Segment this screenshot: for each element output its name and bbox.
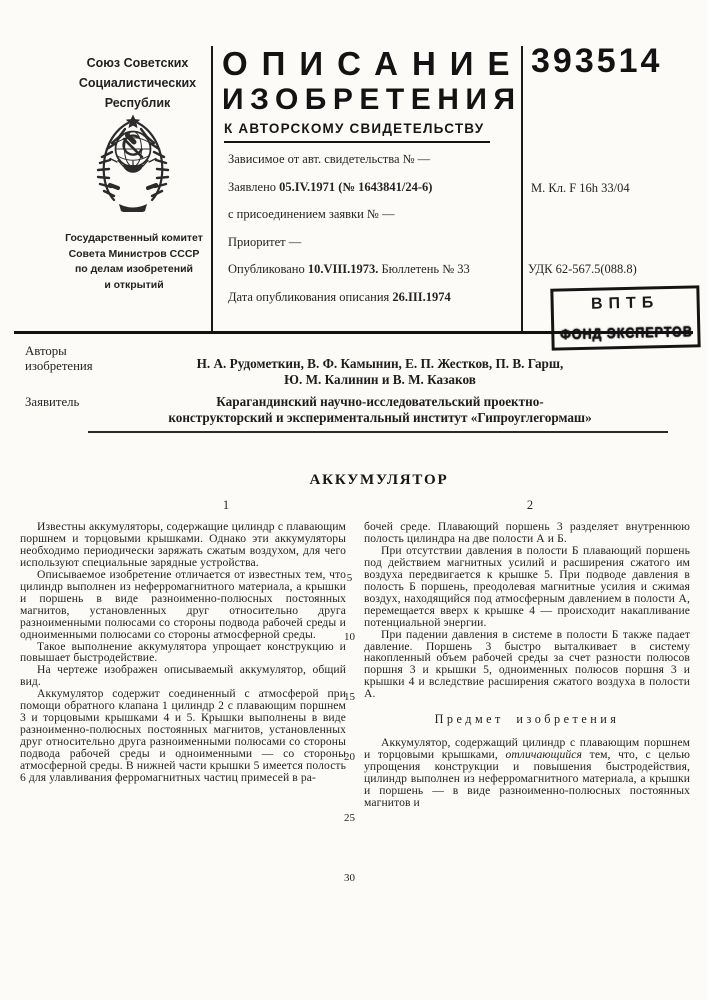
invention-title: АККУМУЛЯТОР xyxy=(309,472,449,488)
claims-text: тем, что, с целью упрощения конструкции и повышения быстродействия, цилиндр выполнен из неферромагнитного материала, а крышки и поршень — в виде разноименно-полюсных постоянных магнитов и xyxy=(364,748,690,810)
claims-paragraph xyxy=(364,737,690,809)
applicant-label: Заявитель xyxy=(25,395,80,409)
union-line: Союз Советских xyxy=(86,56,189,70)
international-class: М. Кл. F 16h 33/04 xyxy=(531,181,630,195)
filing-line xyxy=(228,152,520,167)
authors-names: Н. А. Рудометкин, В. Ф. Камынин, Е. П. Жестков, П. В. Гарш, xyxy=(196,356,564,371)
filing-text: Дата опубликования описания xyxy=(228,289,393,304)
paragraph: При отсутствии давления в полости Б плавающий поршень под действием магнитных усилий и расширения сжатого им воздуха передвигается к крышке 5. При подводе давления в полость Б поршень, преодолевая магнитные усилия и сжимая воздух, находящийся под атмосферным давлением в полости А, перемещается вверх к крышке 4 — происходит накапливание потенциальной энергии. xyxy=(364,543,690,629)
union-line: Республик xyxy=(104,96,171,110)
paragraph: бочей среде. Плавающий поршень 3 разделяет внутреннюю полость цилиндра на две полости А и Б. xyxy=(364,520,690,545)
document-subtitle: К АВТОРСКОМУ СВИДЕТЕЛЬСТВУ xyxy=(224,121,490,143)
body-column-right xyxy=(364,521,690,809)
stamp-text: ВПТБ xyxy=(590,294,660,313)
line-number: 30 xyxy=(344,872,355,884)
column-marker: 2 xyxy=(526,498,534,512)
filing-line xyxy=(228,262,520,277)
paragraph: Аккумулятор содержит соединенный с атмосферой при помощи обратного клапана 1 цилиндр 2 с плавающим поршнем 3 и торцовыми крышками 4 и 5. Крышки выполнены в виде разноименно-полюсных постоянных магнитов, установленных друг относительно друга разноименными полюсами со стороны подвода рабочей среды и одноименными — со стороны атмосферной среды. В нижней части крышки 5 имеется полость 6 для улавливания ферромагнитных частиц примесей в ра- xyxy=(20,687,346,785)
filing-line xyxy=(228,235,520,250)
applicant-name: Карагандинский научно-исследовательский проектно- xyxy=(216,394,544,409)
paragraph: Описываемое изобретение отличается от известных тем, что цилиндр выполнен из неферромагнитного материала, а крышки и поршень в виде разноименно-полюсных постоянных магнитов, установленных друг относительно друга разноименными полюсами со стороны подвода рабочей среды и одноименными полюсами со стороны атмосферной среды. xyxy=(20,567,346,641)
committee-line: Совета Министров СССР xyxy=(68,247,200,260)
document-type-title: ОПИСАНИЕ xyxy=(222,45,524,82)
line-number: 15 xyxy=(344,691,355,703)
filing-text: с присоединением заявки № — xyxy=(228,207,395,221)
union-name-block xyxy=(55,53,220,113)
filing-line xyxy=(228,290,520,305)
filing-value: 10.VIII.1973. xyxy=(307,262,379,276)
claims-text: Аккумулятор, содержащий цилиндр с плавающим поршнем и торцовыми крышками, xyxy=(364,736,690,762)
line-number: 10 xyxy=(344,631,355,643)
filing-text: Бюллетень № 33 xyxy=(378,262,470,276)
applicant-name: конструкторский и экспериментальный институт «Гипроуглегормаш» xyxy=(168,410,592,425)
horizontal-rule xyxy=(88,431,668,433)
filing-line xyxy=(228,207,520,222)
committee-line: по делам изобретений xyxy=(74,263,194,275)
filing-value: 05.IV.1971 (№ 1643841/24-6) xyxy=(279,179,433,194)
authors-label: Авторы xyxy=(25,344,67,358)
patent-number: 393514 xyxy=(531,42,663,80)
horizontal-rule xyxy=(14,331,693,334)
paragraph: На чертеже изображен описываемый аккумулятор, общий вид. xyxy=(20,663,346,689)
filing-text: Заявлено xyxy=(228,179,280,194)
authors-label: изобретения xyxy=(25,359,93,373)
paragraph: Известны аккумуляторы, содержащие цилиндр с плавающим поршнем и торцовыми крышками. Однако эти аккумуляторы необходимо периодически заряжать сжатым воздухом, для чего используют специальные зарядные устройства. xyxy=(20,520,346,569)
vertical-divider xyxy=(211,46,213,332)
filing-value: 26.III.1974 xyxy=(392,289,451,304)
column-marker: 1 xyxy=(222,498,230,512)
claims-distinguishing-word: отличающийся xyxy=(505,748,583,762)
line-number: 5 xyxy=(346,572,353,584)
library-stamp xyxy=(550,285,700,350)
filing-text: Зависимое от авт. свидетельства № — xyxy=(228,152,431,166)
ussr-coat-of-arms-icon xyxy=(83,112,183,212)
filing-details xyxy=(228,152,520,317)
body-column-left xyxy=(20,521,346,784)
committee-line: Государственный комитет xyxy=(65,232,203,244)
claims-heading: Предмет изобретения xyxy=(434,712,620,727)
line-number: 25 xyxy=(344,812,355,824)
paragraph: При падении давления в системе в полости Б также падает давление. Поршень 3 быстро выталкивает в систему накопленный объем рабочей среды за счет разности полюсов поршня 3 и крышки 5, одноименных полюсов поршня 3 и крышки 4 и вследствие расширения сжатого воздуха в полости А. xyxy=(364,627,690,701)
committee-line: и открытий xyxy=(104,278,164,291)
line-number: 20 xyxy=(344,751,355,763)
filing-line xyxy=(228,180,520,195)
document-type-title: ИЗОБРЕТЕНИЯ xyxy=(222,83,522,116)
filing-text: Приоритет — xyxy=(228,234,302,249)
filing-text: Опубликовано xyxy=(228,262,308,276)
authors-names: Ю. М. Калинин и В. М. Казаков xyxy=(284,372,476,387)
committee-block xyxy=(48,231,220,293)
paragraph: Такое выполнение аккумулятора упрощает конструкцию и повышает быстродействие. xyxy=(20,639,346,665)
union-line: Социалистических xyxy=(78,76,197,90)
udc-code: УДК 62-567.5(088.8) xyxy=(528,262,637,276)
